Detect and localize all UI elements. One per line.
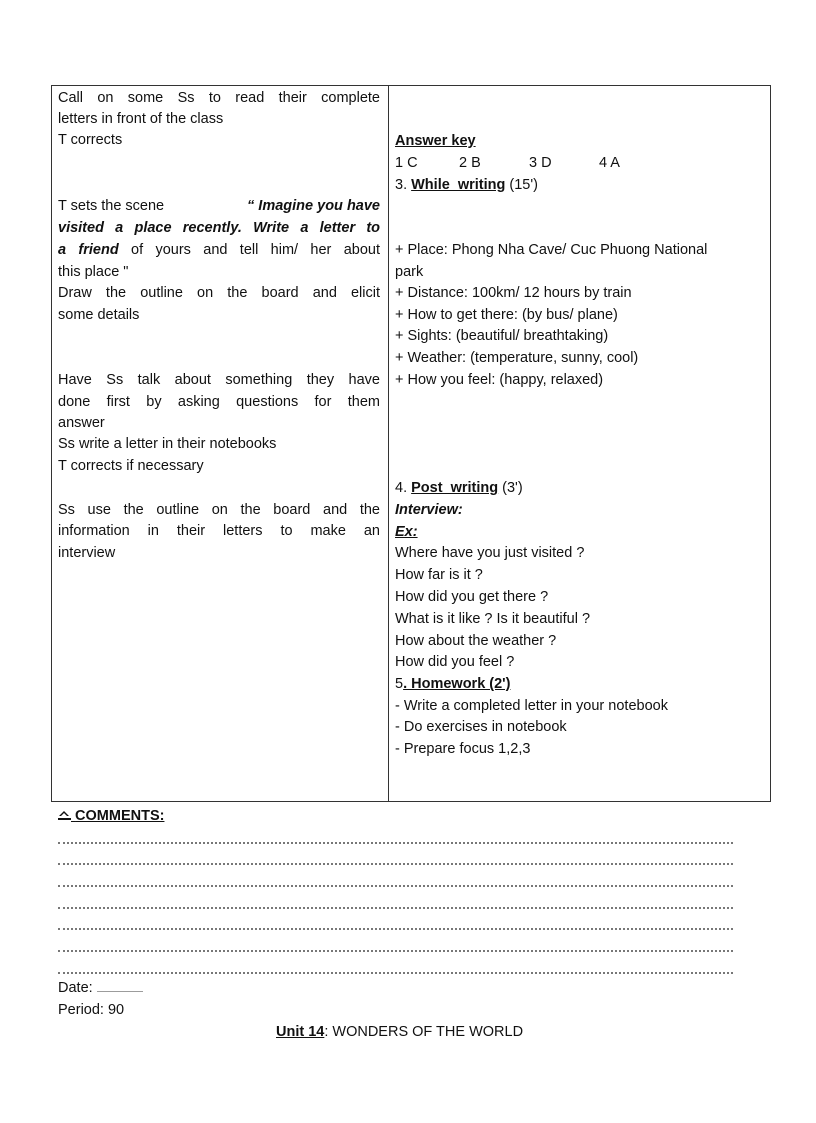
left-line-11: done first by asking questions for them	[58, 394, 380, 410]
question-6: How did you feel ?	[395, 654, 515, 670]
left-line-2: letters in front of the class	[58, 111, 224, 127]
left-line-7: this place "	[58, 264, 129, 280]
scene-intro: T sets the scene	[58, 198, 165, 214]
question-5: How about the weather ?	[395, 633, 557, 649]
left-line-10: Have Ss talk about something they have	[58, 372, 380, 388]
outline-place: + Place: Phong Nha Cave/ Cuc Phuong National	[395, 242, 708, 258]
homework-1: - Write a completed letter in your notebook	[395, 698, 668, 714]
date-line	[58, 978, 143, 1000]
left-line-4	[58, 196, 380, 217]
section-time: (3')	[498, 480, 523, 496]
homework-heading	[395, 674, 510, 695]
left-line-1: Call on some Ss to read their complete	[58, 90, 380, 106]
comment-line	[58, 832, 733, 844]
left-line-5: visited a place recently. Write a letter to	[58, 220, 380, 236]
section-number: 3.	[395, 177, 408, 193]
comments-heading	[58, 806, 164, 827]
comment-line	[58, 875, 733, 887]
answer-row	[395, 153, 620, 174]
answer-3: 3 D	[529, 155, 552, 171]
outline-place-cont: park	[395, 264, 424, 280]
pen-icon	[58, 808, 75, 824]
interview-label: Interview:	[395, 502, 463, 518]
left-line-6	[58, 240, 380, 261]
outline-weather: + Weather: (temperature, sunny, cool)	[395, 350, 639, 366]
left-line-12: answer	[58, 415, 105, 431]
outline-distance: + Distance: 100km/ 12 hours by train	[395, 285, 632, 301]
left-line-14: T corrects if necessary	[58, 458, 204, 474]
homework-3: - Prepare focus 1,2,3	[395, 741, 531, 757]
comment-line	[58, 897, 733, 909]
outline-how: + How to get there: (by bus/ plane)	[395, 307, 618, 323]
scene-quote-end: a friend	[58, 242, 119, 258]
section-time: (15')	[505, 177, 538, 193]
answer-key-heading: Answer key	[395, 133, 476, 149]
unit-title	[276, 1022, 523, 1043]
comments-label: COMMENTS:	[75, 808, 165, 824]
answer-1: 1 C	[395, 155, 418, 171]
scene-quote-start: “ Imagine you have	[247, 198, 380, 214]
left-line-9: some details	[58, 307, 140, 323]
left-line-15: Ss use the outline on the board and the	[58, 502, 380, 518]
comment-line	[58, 962, 733, 974]
date-blank: .......................	[96, 984, 143, 994]
column-divider	[388, 86, 389, 801]
post-writing-heading	[395, 478, 523, 499]
comment-line	[58, 918, 733, 930]
left-line-13: Ss write a letter in their notebooks	[58, 436, 277, 452]
unit-number: Unit 14	[276, 1024, 325, 1040]
unit-name: : WONDERS OF THE WORLD	[324, 1024, 524, 1040]
left-line-16: information in their letters to make an	[58, 523, 380, 539]
section-number: 4.	[395, 480, 408, 496]
example-label: Ex:	[395, 524, 418, 540]
date-label: Date:	[58, 980, 93, 996]
question-2: How far is it ?	[395, 567, 483, 583]
comment-line	[58, 940, 733, 952]
question-4: What is it like ? Is it beautiful ?	[395, 611, 591, 627]
outline-sights: + Sights: (beautiful/ breathtaking)	[395, 328, 609, 344]
answer-4: 4 A	[599, 155, 620, 171]
question-1: Where have you just visited ?	[395, 545, 585, 561]
homework-2: - Do exercises in notebook	[395, 719, 567, 735]
while-writing-heading	[395, 175, 538, 196]
section-number: 5	[395, 676, 404, 692]
period-label: Period: 90	[58, 1002, 125, 1018]
section-title: Post_writing	[411, 480, 499, 496]
comment-line	[58, 853, 733, 865]
lesson-table	[51, 85, 771, 802]
scene-rest: of yours and tell him/ her about	[118, 242, 380, 258]
left-line-8: Draw the outline on the board and elicit	[58, 285, 380, 301]
answer-2: 2 B	[459, 155, 481, 171]
question-3: How did you get there ?	[395, 589, 549, 605]
section-title: While_writing	[411, 177, 506, 193]
outline-feel: + How you feel: (happy, relaxed)	[395, 372, 604, 388]
left-line-3: T corrects	[58, 132, 123, 148]
left-line-17: interview	[58, 545, 116, 561]
section-title: . Homework (2')	[403, 676, 511, 692]
